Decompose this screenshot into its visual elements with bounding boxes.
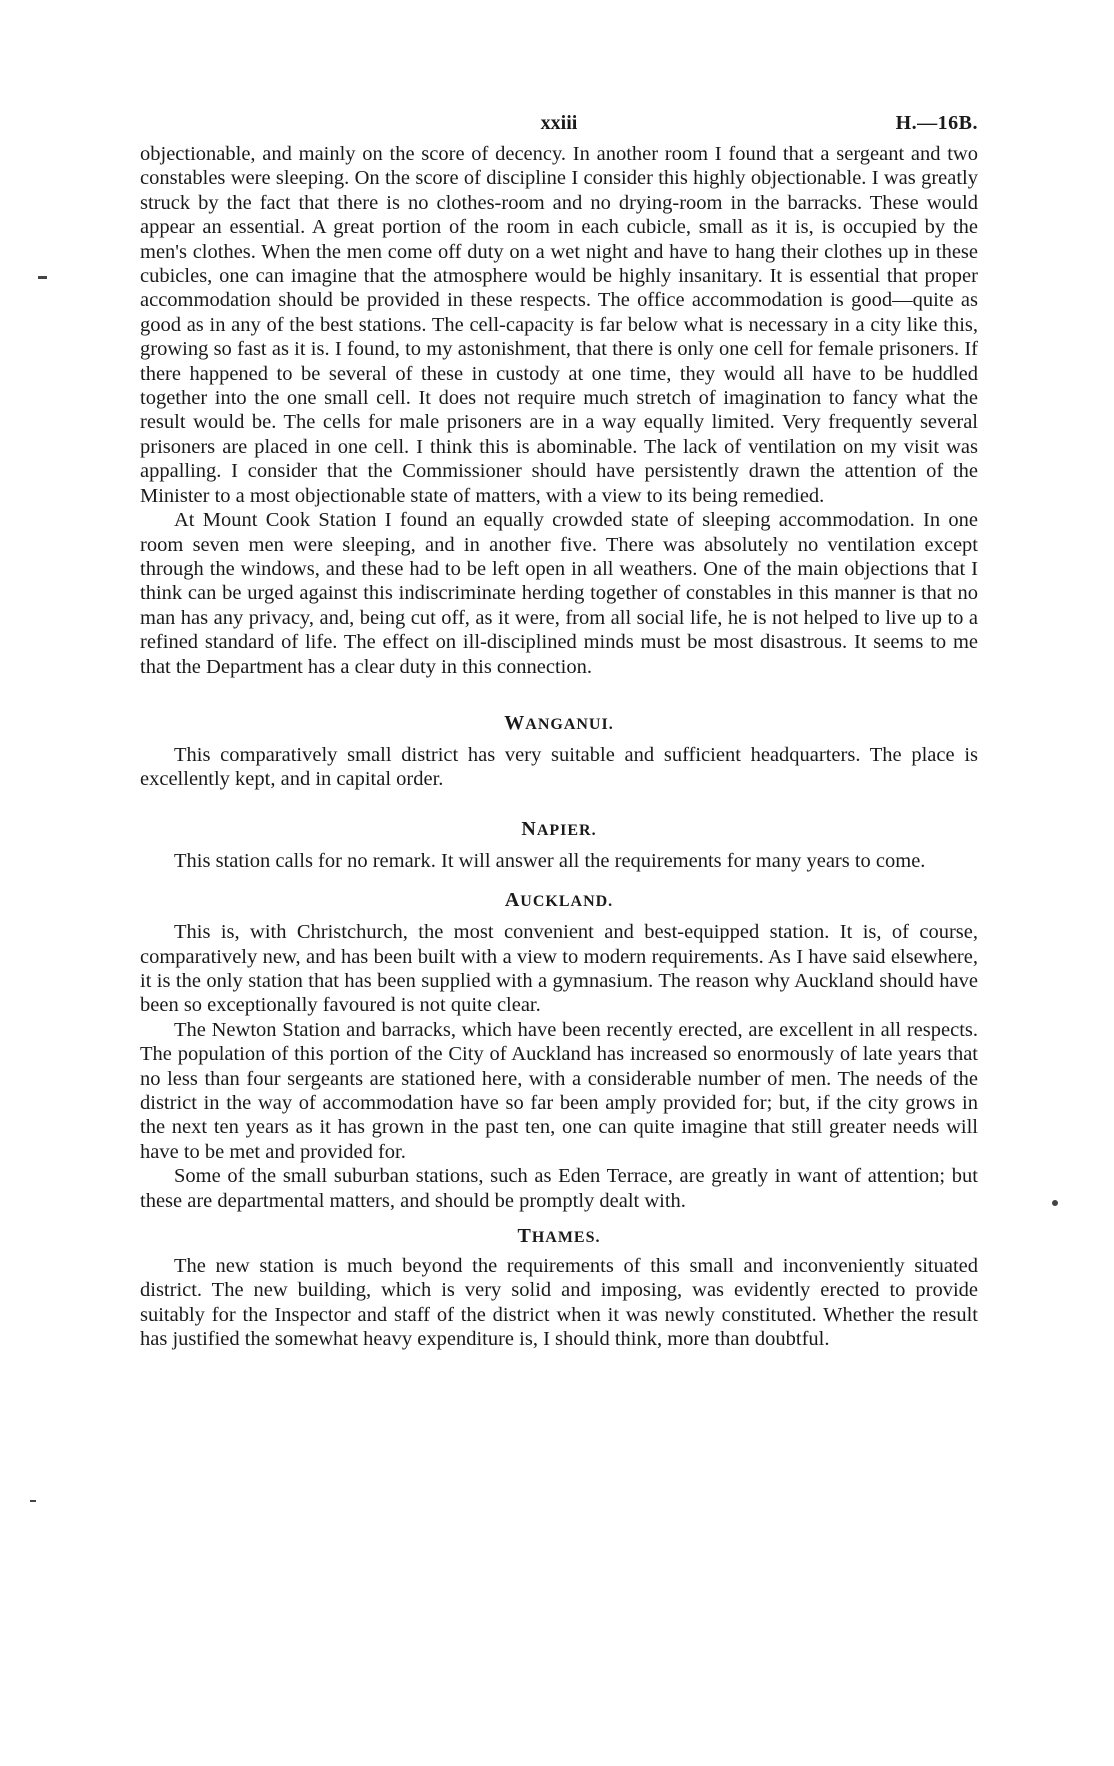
section-title-napier: NAPIER. (521, 817, 597, 840)
body-paragraph: At Mount Cook Station I found an equally crowded state of sleeping accommodation. In one room seven men were sleeping, and in another five. There was absolutely no ventilation except through the windows, and these had to be left open in all weathers. One of the main objections that I think can be urged against this indiscriminate herding together of constables in this manner is that no man has any privacy, and, being cut off, as it were, from all social life, he is not helped to live up to a refined standard of life. The effect on ill-disciplined minds must be most disastrous. It seems to me that the Department has a clear duty in this connection. (140, 509, 978, 678)
section-paragraph: Some of the small suburban stations, such as Eden Terrace, are greatly in want of attention; but these are departmental matters, and should be promptly dealt with. (140, 1165, 978, 1212)
section-paragraph: This station calls for no remark. It will answer all the requirements for many years to come. (174, 849, 926, 872)
section-title-thames: THAMES. (517, 1225, 601, 1248)
page-number: xxiii (540, 112, 578, 134)
body-paragraph: objectionable, and mainly on the score of decency. In another room I found that a sergeant and two constables were sleeping. On the score of discipline I consider this highly objectionable. I was greatly struck by the fact that there is no clothes-room and no drying-room in the barracks. These would appear an essential. A great portion of the room in each cubicle, small as it is, is occupied by the men's clothes. When the men come off duty on a wet night and have to hang their clothes up in these cubicles, one can imagine that the atmosphere would be highly insanitary. It is essential that proper accommodation should be provided in these respects. The office accommodation is good—quite as good as in any of the best stations. The cell-capacity is far below what is necessary in a city like this, growing so fast as it is. I found, to my astonishment, that there is only one cell for female prisoners. If there happened to be several of these in custody at one time, they would all have to be huddled together into the one small cell. It does not require much stretch of imagination to fancy what the result would be. The cells for male prisoners are in a way equally limited. Very frequently several prisoners are placed in one cell. I think this is abominable. The lack of ventilation on my visit was appalling. I consider that the Commissioner should have persistently drawn the attention of the Minister to a most objectionable state of matters, with a view to its being remedied. (140, 143, 978, 507)
section-paragraph: The Newton Station and barracks, which have been recently erected, are excellent in all respects. The population of this portion of the City of Auckland has increased so enormously of late years that no less than four sergeants are stationed here, with a considerable number of men. The needs of the district in the way of accommodation have so far been amply provided for; but, if the city grows in the next ten years as it has grown in the past ten, one can quite imagine that still greater needs will have to be met and provided for. (140, 1018, 978, 1163)
section-title-wanganui: WANGANUI. (504, 711, 614, 734)
margin-dot (1052, 1200, 1058, 1206)
margin-mark (30, 1500, 36, 1502)
section-title-auckland: AUCKLAND. (504, 889, 614, 912)
margin-mark (38, 276, 47, 279)
document-page (140, 112, 978, 1352)
document-reference: H.—16B. (895, 112, 978, 134)
section-paragraph: This is, with Christchurch, the most convenient and best-equipped station. It is, of course, comparatively new, and has been built with a view to modern requirements. As I have said elsewhere, it is the only station that has been supplied with a gymnasium. The reason why Auckland should have been so exceptionally favoured is not quite clear. (140, 921, 978, 1017)
page-header (140, 112, 978, 142)
section-paragraph: The new station is much beyond the requirements of this small and inconveniently situated district. The new building, which is very solid and imposing, was evidently erected to provide suitably for the Inspector and staff of the district when it was newly constituted. Whether the result has justified the somewhat heavy expenditure is, I should think, more than doubtful. (140, 1255, 978, 1351)
section-paragraph: This comparatively small district has very suitable and sufficient headquarters. The place is excellently kept, and in capital order. (140, 743, 978, 791)
